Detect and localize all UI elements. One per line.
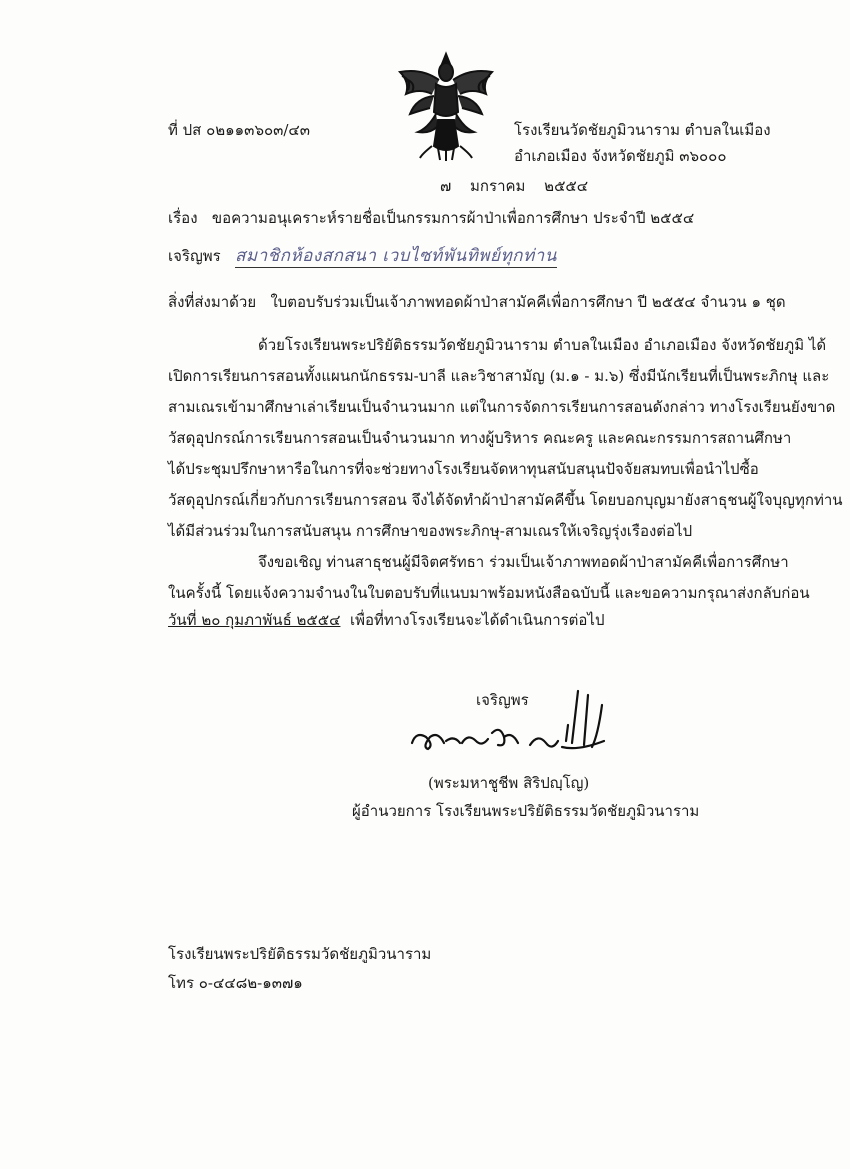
deadline-date: วันที่ ๒๐ กุมภาพันธ์ ๒๕๕๔: [168, 611, 341, 629]
school-address-line-1: โรงเรียนวัดชัยภูมิวนาราม ตำบลในเมือง: [514, 121, 771, 139]
body-para1-line-1: ด้วยโรงเรียนพระปริยัติธรรมวัดชัยภูมิวนาราม ตำบลในเมือง อำเภอเมือง จังหวัดชัยภูมิ ได้: [258, 336, 827, 354]
footer-school: โรงเรียนพระปริยัติธรรมวัดชัยภูมิวนาราม: [168, 945, 432, 963]
enclosure-text: ใบตอบรับร่วมเป็นเจ้าภาพทอดผ้าป่าสามัคคีเพื่อการศึกษา ปี ๒๕๕๔ จำนวน ๑ ชุด: [270, 293, 786, 311]
body-para1-line-4: วัสดุอุปกรณ์การเรียนการสอนเป็นจำนวนมาก ทางผู้บริหาร คณะครู และคณะกรรมการสถานศึกษา: [168, 429, 792, 447]
enclosure-line: [168, 292, 786, 312]
school-address-line-2: อำเภอเมือง จังหวัดชัยภูมิ ๓๖๐๐๐: [514, 147, 727, 165]
body-para2-line-2: ในครั้งนี้ โดยแจ้งความจำนงในใบตอบรับที่แนบมาพร้อมหนังสือฉบับนี้ และขอความกรุณาส่งกลับก่อน: [168, 584, 810, 602]
garuda-emblem-icon: [392, 50, 500, 162]
footer-phone: โทร ๐-๔๔๘๒-๑๓๗๑: [168, 974, 303, 992]
letter-date: ๗ มกราคม ๒๕๕๔: [440, 177, 589, 195]
body-para2-line-3: [168, 610, 605, 630]
body-para2-line-1: จึงขอเชิญ ท่านสาธุชนผู้มีจิตศรัทธา ร่วมเป็นเจ้าภาพทอดผ้าป่าสามัคคีเพื่อการศึกษา: [258, 553, 789, 571]
body-para1-line-6: วัสดุอุปกรณ์เกี่ยวกับการเรียนการสอน จึงได้จัดทำผ้าป่าสามัคคีขึ้น โดยบอกบุญมายังสาธุชนผู้ใจบุญทุกท่าน: [168, 491, 843, 509]
body-para1-line-3: สามเณรเข้ามาศึกษาเล่าเรียนเป็นจำนวนมาก แต่ในการจัดการเรียนการสอนดังกล่าว ทางโรงเรียนยังขาด: [168, 398, 836, 416]
signatory-name: (พระมหาชูชีพ สิริปญฺโญ): [428, 774, 590, 792]
handwritten-signature: [408, 685, 608, 765]
reference-number: ที่ ปส ๐๒๑๑๓๖๐๓/๔๓: [168, 121, 311, 139]
subject-label: เรื่อง: [168, 209, 198, 227]
body-para1-line-7: ได้มีส่วนร่วมในการสนับสนุน การศึกษาของพระภิกษุ-สามเณรให้เจริญรุ่งเรืองต่อไป: [168, 522, 693, 540]
subject-text: ขอความอนุเคราะห์รายชื่อเป็นกรรมการผ้าป่าเพื่อการศึกษา ประจำปี ๒๕๕๔: [211, 209, 695, 227]
body-para1-line-5: ได้ประชุมปรึกษาหารือในการที่จะช่วยทางโรงเรียนจัดหาทุนสนับสนุนปัจจัยสมทบเพื่อนำไปซื้อ: [168, 460, 759, 478]
recipient-label: เจริญพร: [168, 247, 221, 265]
signatory-title: ผู้อำนวยการ โรงเรียนพระปริยัติธรรมวัดชัยภูมิวนาราม: [352, 802, 700, 820]
closing-word: เจริญพร: [476, 691, 529, 709]
recipient-line: [168, 246, 557, 266]
body-para1-line-2: เปิดการเรียนการสอนทั้งแผนกนักธรรม-บาลี และวิชาสามัญ (ม.๑ - ม.๖) ซึ่งมีนักเรียนที่เป็นพระภิกษุ และ: [168, 367, 830, 385]
deadline-rest: เพื่อที่ทางโรงเรียนจะได้ดำเนินการต่อไป: [349, 611, 605, 629]
recipient-handwritten: สมาชิกห้องสกสนา เวบไซท์พันทิพย์ทุกท่าน: [235, 246, 557, 266]
subject-line: [168, 208, 694, 228]
enclosure-label: สิ่งที่ส่งมาด้วย: [168, 293, 257, 311]
